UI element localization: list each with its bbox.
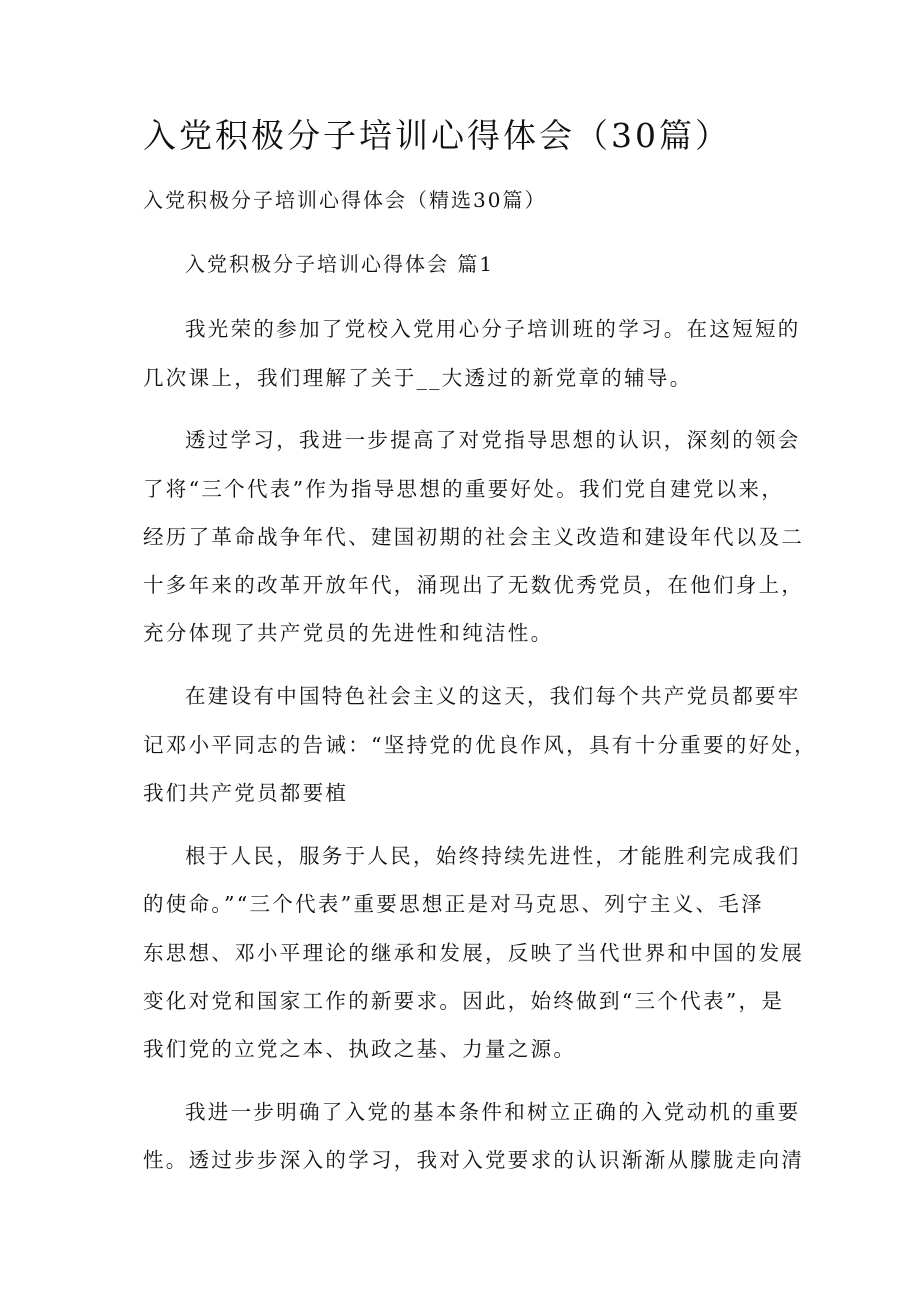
- paragraph-line: 的使命。”“三个代表”重要思想正是对马克思、列宁主义、毛泽: [143, 892, 764, 916]
- paragraph-line: 了将“三个代表”作为指导思想的重要好处。我们党自建党以来，: [143, 477, 785, 501]
- document-subtitle: 入党积极分子培训心得体会（精选30篇）: [143, 188, 547, 212]
- paragraph-line: 在建设有中国特色社会主义的这天，我们每个共产党员都要牢: [185, 684, 801, 708]
- paragraph-line: 记邓小平同志的告诫：“坚持党的优良作风，具有十分重要的好处，: [143, 733, 817, 757]
- paragraph-line: 经历了革命战争年代、建国初期的社会主义改造和建设年代以及二: [143, 525, 805, 549]
- paragraph-line: 几次课上，我们理解了关于__大透过的新党章的辅导。: [143, 366, 693, 390]
- paragraph-line: 变化对党和国家工作的新要求。因此，始终做到“三个代表”，是: [143, 989, 785, 1013]
- paragraph-line: 我光荣的参加了党校入党用心分子培训班的学习。在这短短的: [185, 317, 801, 341]
- section-heading: 入党积极分子培训心得体会 篇1: [185, 252, 495, 276]
- paragraph-line: 东思想、邓小平理论的继承和发展，反映了当代世界和中国的发展: [143, 941, 805, 965]
- paragraph-line: 根于人民，服务于人民，始终持续先进性，才能胜利完成我们: [185, 844, 801, 868]
- paragraph-line: 我进一步明确了入党的基本条件和树立正确的入党动机的重要: [185, 1100, 801, 1124]
- paragraph-line: 我们共产党员都要植: [143, 781, 349, 805]
- paragraph-line: 性。透过步步深入的学习，我对入党要求的认识渐渐从朦胧走向清: [143, 1148, 805, 1172]
- paragraph-line: 我们党的立党之本、执政之基、力量之源。: [143, 1037, 577, 1061]
- paragraph-line: 十多年来的改革开放年代，涌现出了无数优秀党员，在他们身上，: [143, 573, 805, 597]
- document-title: 入党积极分子培训心得体会（30篇）: [143, 116, 731, 155]
- paragraph-line: 透过学习，我进一步提高了对党指导思想的认识，深刻的领会: [185, 428, 801, 452]
- paragraph-line: 充分体现了共产党员的先进性和纯洁性。: [143, 621, 554, 645]
